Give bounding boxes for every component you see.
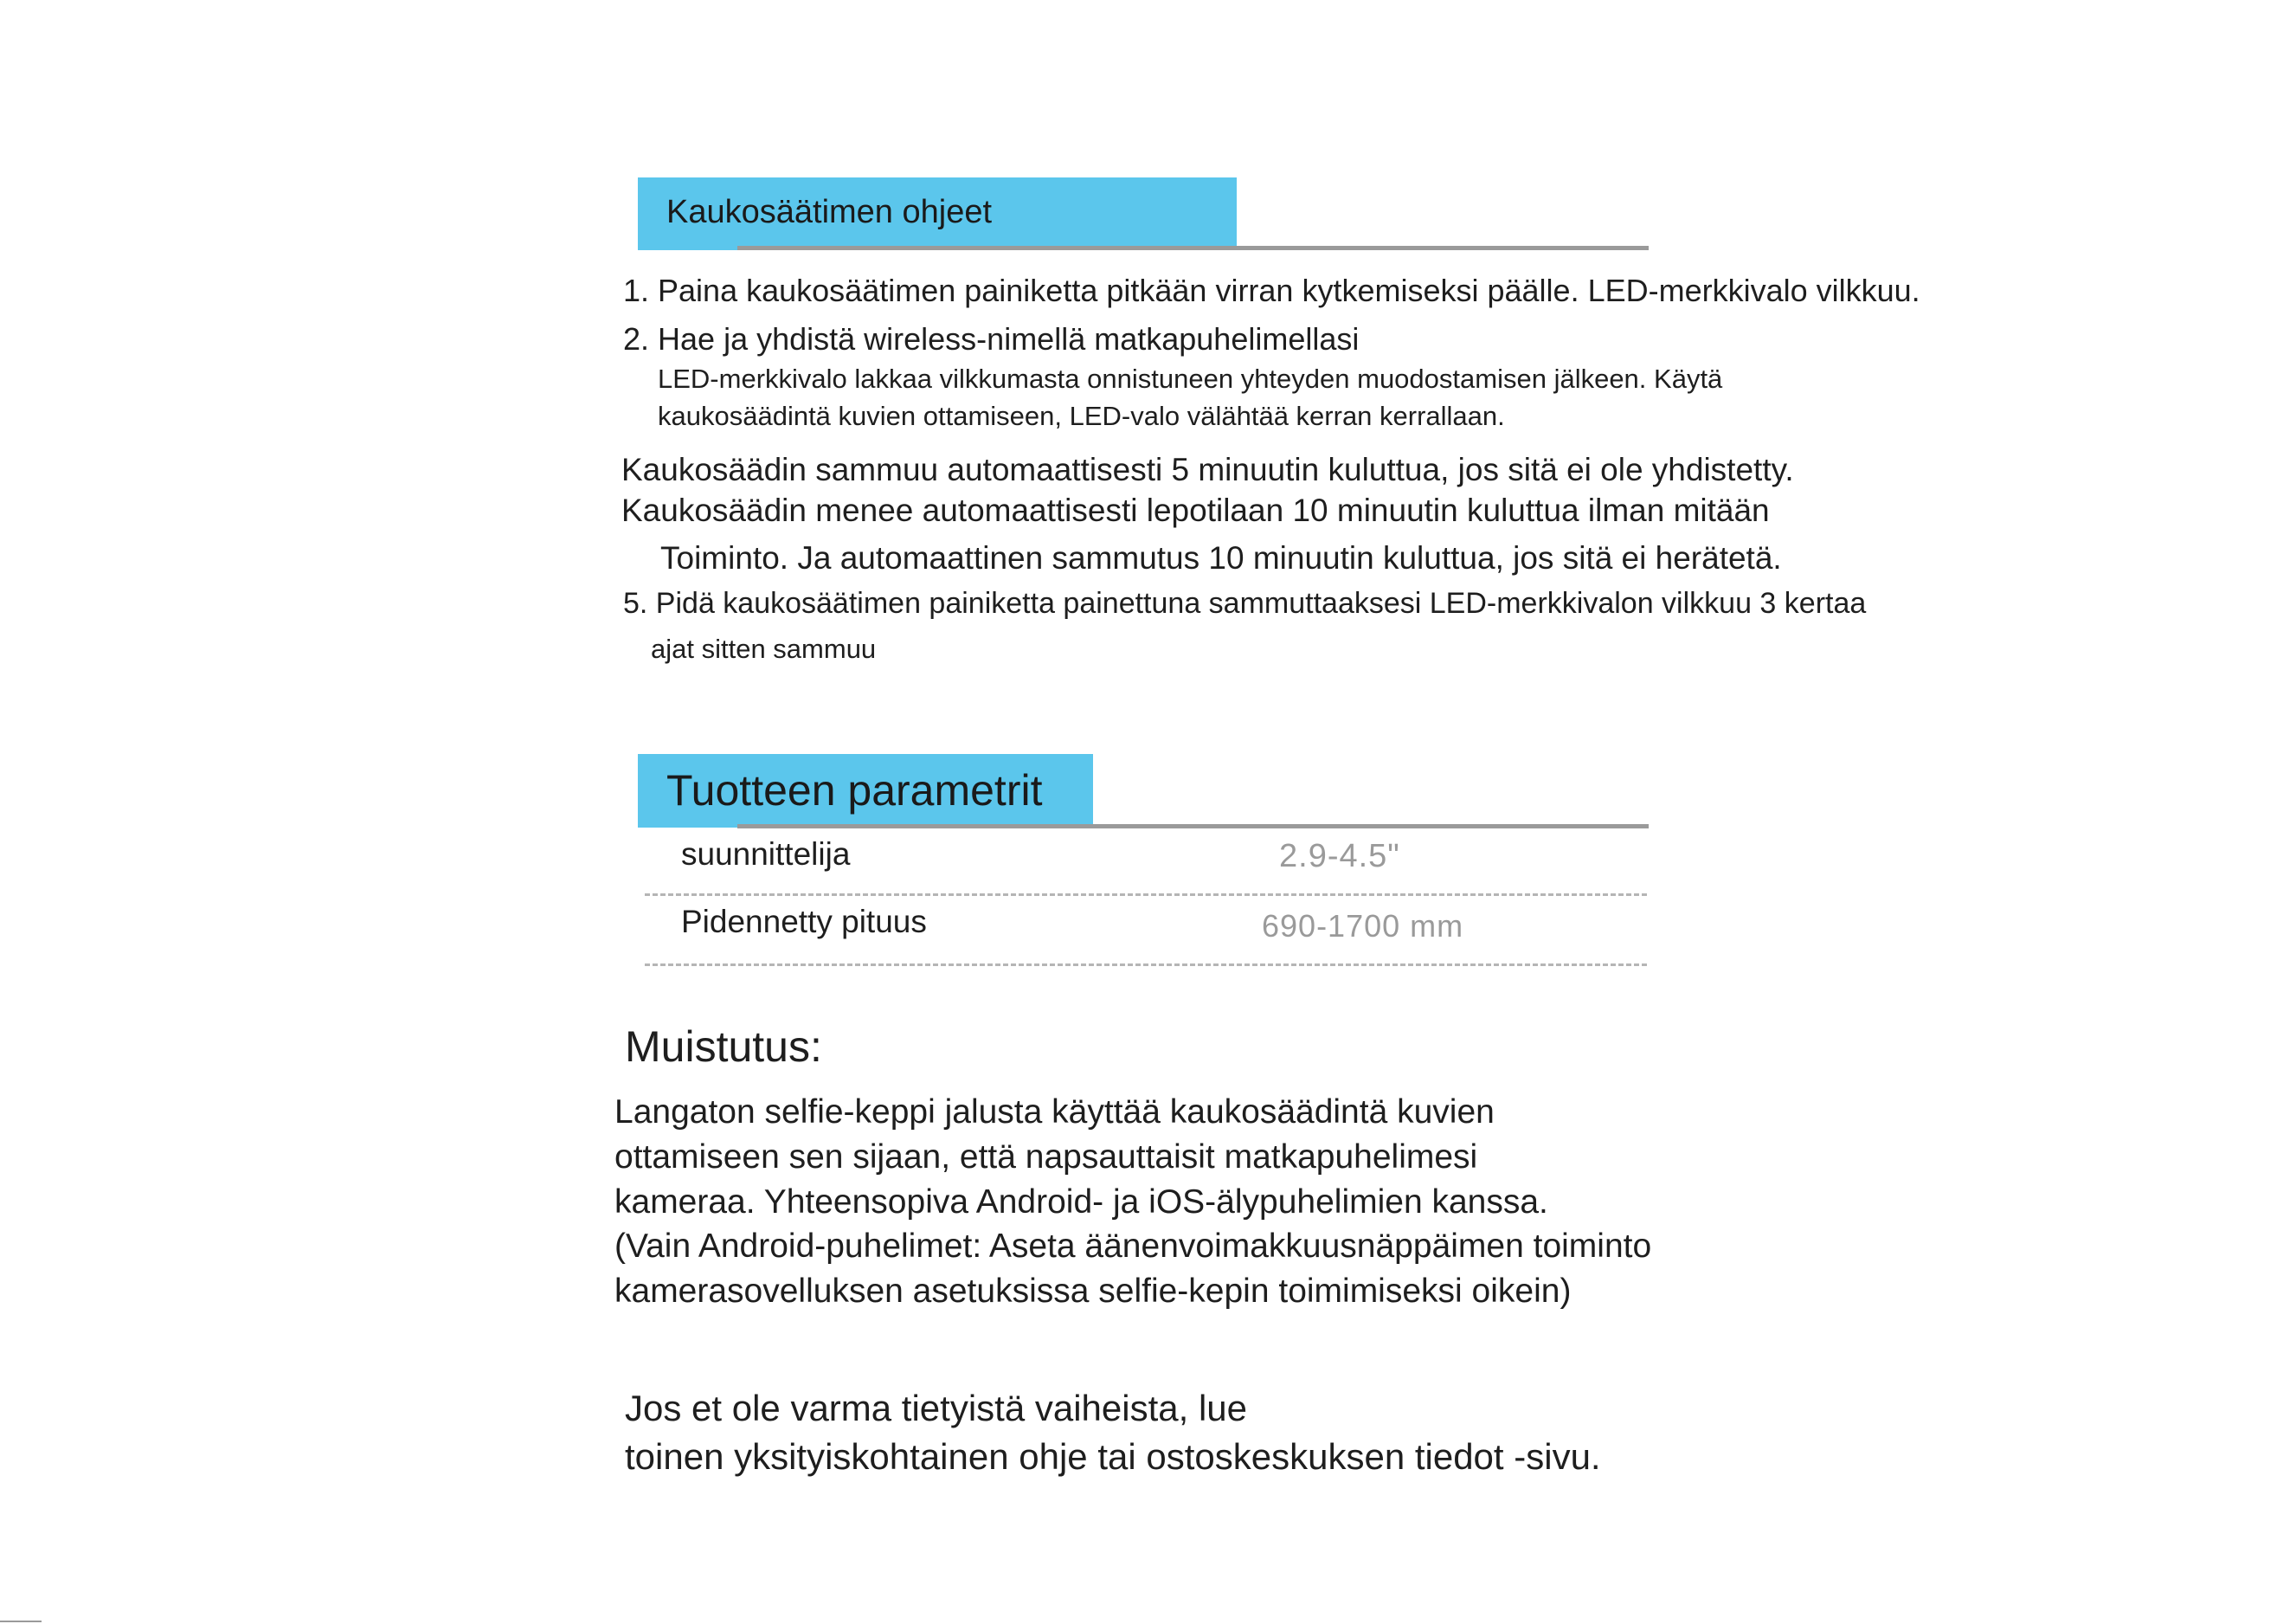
param-label-2: Pidennetty pituus: [681, 904, 927, 939]
param-divider-1: [645, 893, 1647, 896]
param-value-1: 2.9-4.5": [1279, 838, 1400, 874]
footer-line-1: Jos et ole varma tietyistä vaiheista, lue: [625, 1388, 1248, 1428]
reminder-line-5: kamerasovelluksen asetuksissa selfie-kepin toimimiseksi oikein): [614, 1273, 1572, 1310]
corner-mark: [0, 1621, 42, 1622]
sleep-note-1: Kaukosäädin menee automaattisesti lepotilaan 10 minuutin kuluttua ilman mitään: [621, 493, 1770, 528]
auto-off-note: Kaukosäädin sammuu automaattisesti 5 minuutin kuluttua, jos sitä ei ole yhdistetty.: [621, 452, 1794, 487]
params-section-title: Tuotteen parametrit: [666, 766, 1043, 815]
remote-section-rule: [737, 246, 1649, 250]
step-5-detail: ajat sitten sammuu: [651, 634, 877, 664]
reminder-title: Muistutus:: [625, 1022, 822, 1071]
step-2: 2. Hae ja yhdistä wireless-nimellä matkapuhelimellasi: [623, 321, 1360, 357]
sleep-note-2: Toiminto. Ja automaattinen sammutus 10 minuutin kuluttua, jos sitä ei herätetä.: [660, 540, 1782, 576]
footer-line-2: toinen yksityiskohtainen ohje tai ostoskeskuksen tiedot -sivu.: [625, 1436, 1601, 1477]
step-5: 5. Pidä kaukosäätimen painiketta painettuna sammuttaaksesi LED-merkkivalon vilkkuu 3 kertaa: [623, 587, 1867, 620]
params-section-rule: [737, 824, 1649, 828]
reminder-line-4: (Vain Android-puhelimet: Aseta äänenvoimakkuusnäppäimen toiminto: [614, 1228, 1652, 1265]
step-1: 1. Paina kaukosäätimen painiketta pitkään virran kytkemiseksi päälle. LED-merkkivalo vilkkuu.: [623, 273, 1920, 308]
param-divider-2: [645, 963, 1647, 966]
step-2-detail-2: kaukosäädintä kuvien ottamiseen, LED-valo välähtää kerran kerrallaan.: [658, 401, 1505, 431]
reminder-line-1: Langaton selfie-keppi jalusta käyttää kaukosäädintä kuvien: [614, 1093, 1495, 1131]
remote-section-title: Kaukosäätimen ohjeet: [666, 194, 993, 230]
reminder-line-2: ottamiseen sen sijaan, että napsauttaisit matkapuhelimesi: [614, 1138, 1478, 1176]
reminder-line-3: kameraa. Yhteensopiva Android- ja iOS-älypuhelimien kanssa.: [614, 1183, 1548, 1221]
param-label-1: suunnittelija: [681, 836, 851, 872]
param-value-2: 690-1700 mm: [1262, 908, 1464, 944]
step-2-detail-1: LED-merkkivalo lakkaa vilkkumasta onnistuneen yhteyden muodostamisen jälkeen. Käytä: [658, 364, 1723, 394]
